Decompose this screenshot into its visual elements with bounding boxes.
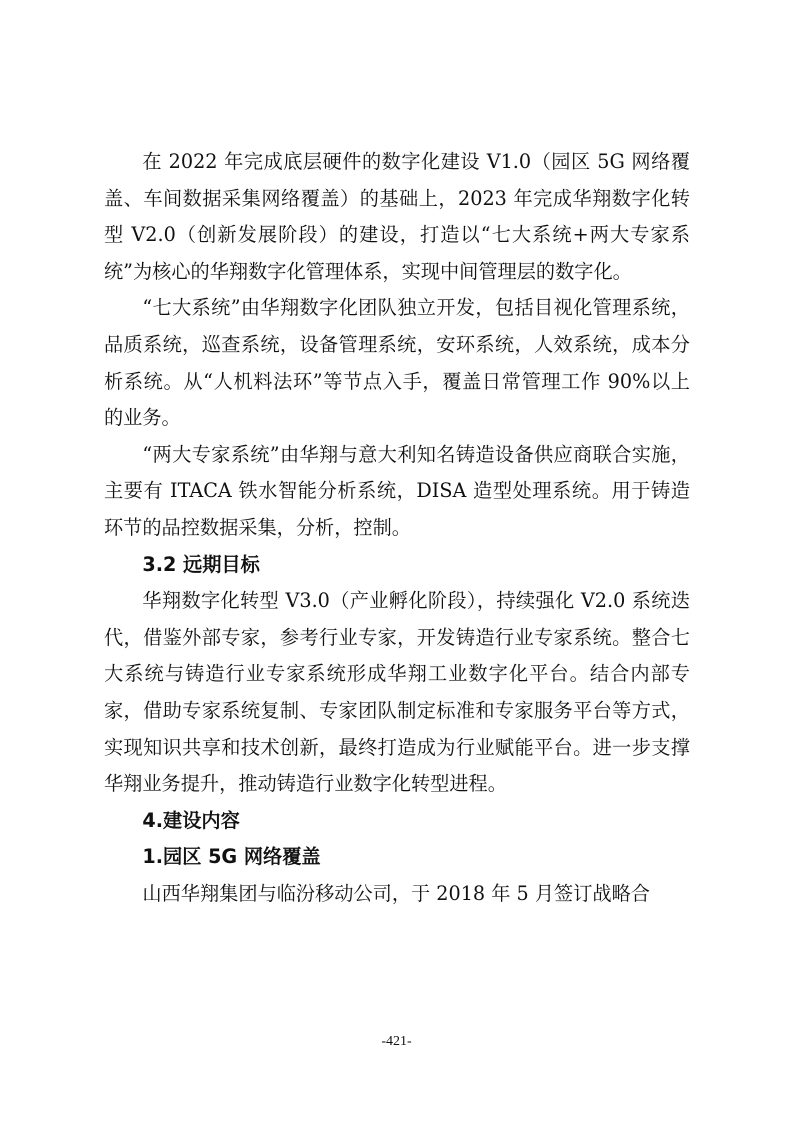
paragraph-5g-agreement: 山西华翔集团与临汾移动公司，于 2018 年 5 月签订战略合 (142, 881, 650, 905)
heading-long-term-goals: 3.2 远期目标 (142, 552, 260, 576)
heading-5g-coverage: 1.园区 5G 网络覆盖 (142, 845, 321, 869)
paragraph-phase-two-overview: 在 2022 年完成底层硬件的数字化建设 V1.0（园区 5G 网络覆盖、车间数据采集网络覆盖）的基础上，2023 年完成华翔数字化转型 V2.0（创新发展阶段）的建设，打造以“七大系统+两大专家系统”为核心的华翔数字化管理体系，实现中间管理层的数字化。 (104, 150, 690, 283)
heading-construction-content: 4.建设内容 (142, 808, 240, 832)
document-body (104, 144, 690, 912)
paragraph-two-expert-systems: “两大专家系统”由华翔与意大利知名铸造设备供应商联合实施，主要有 ITACA 铁水智能分析系统，DISA 造型处理系统。用于铸造环节的品控数据采集，分析，控制。 (104, 442, 690, 539)
page-number: -421- (381, 1034, 412, 1049)
paragraph-seven-systems: “七大系统”由华翔数字化团队独立开发，包括目视化管理系统，品质系统，巡查系统，设备管理系统，安环系统，人效系统，成本分析系统。从“人机料法环”等节点入手，覆盖日常管理工作 90%以上的业务。 (104, 296, 690, 430)
paragraph-phase-three: 华翔数字化转型 V3.0（产业孵化阶段），持续强化 V2.0 系统迭代，借鉴外部专家，参考行业专家，开发铸造行业专家系统。整合七大系统与铸造行业专家系统形成华翔工业数字化平台。结合内部专家，借助专家系统复制、专家团队制定标准和专家服务平台等方式，实现知识共享和技术创新，最终打造成为行业赋能平台。进一步支撑华翔业务提升，推动铸造行业数字化转型进程。 (104, 589, 690, 796)
